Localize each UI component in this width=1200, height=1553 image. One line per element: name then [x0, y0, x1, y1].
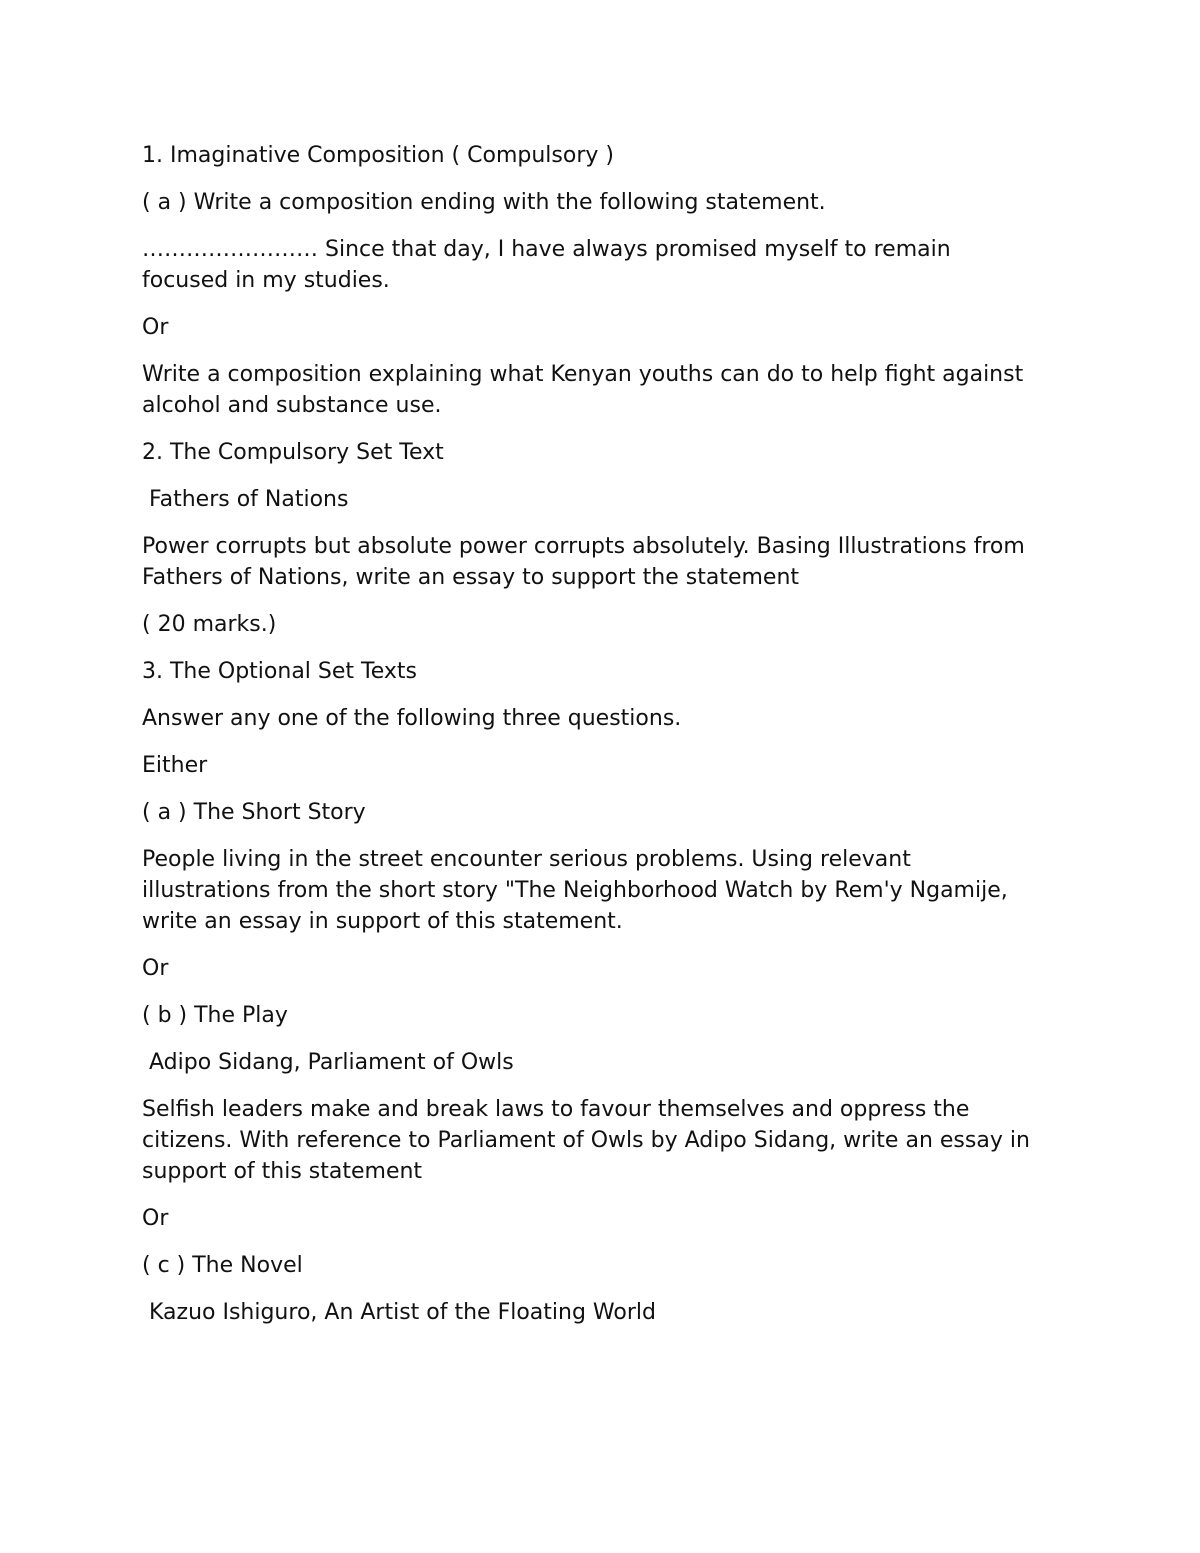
question-3c-heading: ( c ) The Novel [142, 1253, 303, 1278]
question-2-marks: ( 20 marks.) [142, 612, 277, 637]
or-separator: Or [142, 1206, 169, 1231]
document-body [142, 140, 1042, 1344]
question-3b-heading: ( b ) The Play [142, 1003, 288, 1028]
question-3-heading: 3. The Optional Set Texts [142, 659, 417, 684]
question-3-instruction: Answer any one of the following three questions. [142, 706, 682, 731]
question-3a-heading: ( a ) The Short Story [142, 800, 366, 825]
novel-title: Kazuo Ishiguro, An Artist of the Floating World [142, 1300, 656, 1325]
question-3b-prompt: Selfish leaders make and break laws to favour themselves and oppress the citizens. With reference to Parliament of Owls by Adipo Sidang, write an essay in support of this statement [142, 1097, 1037, 1184]
question-1-alternative: Write a composition explaining what Kenyan youths can do to help fight against alcohol and substance use. [142, 362, 1031, 418]
question-3a-prompt: People living in the street encounter serious problems. Using relevant illustrations from the short story "The Neighborhood Watch by Rem'y Ngamije, write an essay in support of this statement. [142, 847, 1015, 934]
or-separator: Or [142, 956, 169, 981]
question-2-heading: 2. The Compulsory Set Text [142, 440, 444, 465]
question-2-prompt: Power corrupts but absolute power corrupts absolutely. Basing Illustrations from Fathers of Nations, write an essay to support the statement [142, 534, 1032, 590]
question-1-heading: 1. Imaginative Composition ( Compulsory ) [142, 143, 614, 168]
question-1a-instruction: ( a ) Write a composition ending with the following statement. [142, 190, 826, 215]
either-label: Either [142, 753, 208, 778]
or-separator: Or [142, 315, 169, 340]
play-title: Adipo Sidang, Parliament of Owls [142, 1050, 514, 1075]
question-1a-statement: …………………… Since that day, I have always promised myself to remain focused in my studies. [142, 237, 958, 293]
set-text-title: Fathers of Nations [142, 487, 349, 512]
